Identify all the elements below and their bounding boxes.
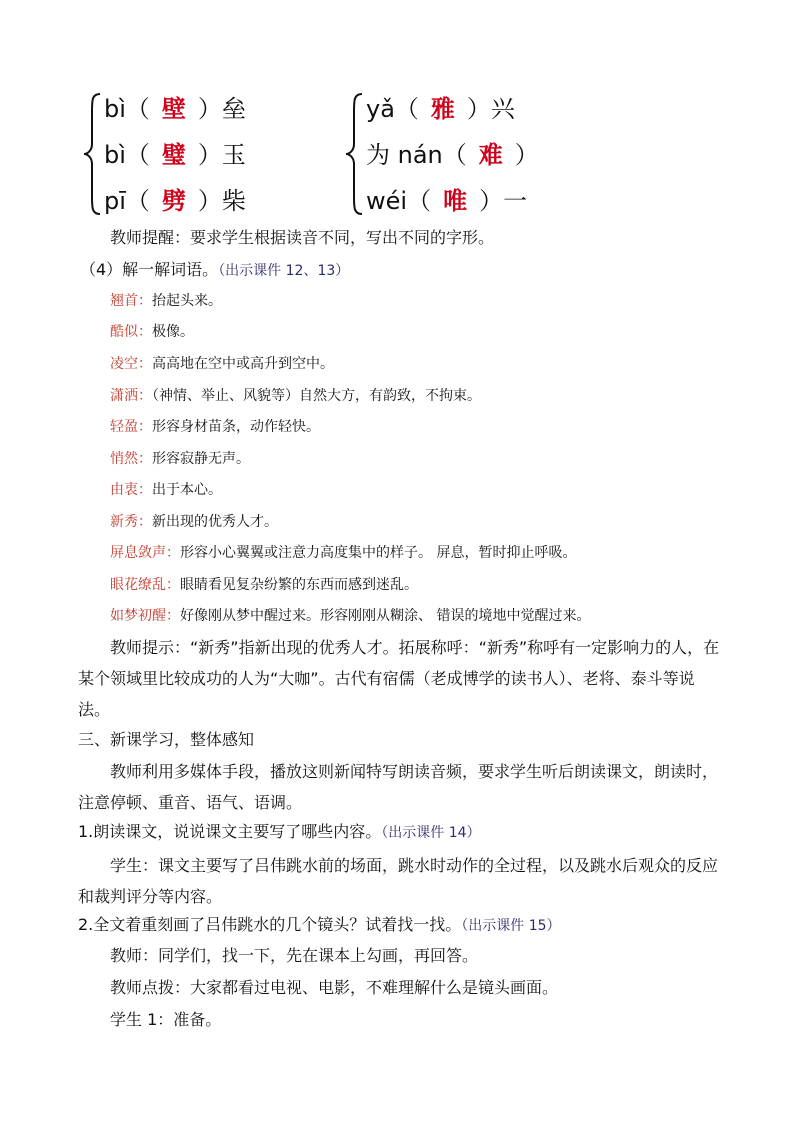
question-1: 1.朗读课文，说说课文主要写了哪些内容。（出示课件 14） <box>78 822 481 841</box>
answer-char: 难 <box>478 140 503 169</box>
pinyin-row-right-1: yǎ （ 雅 ） 兴 <box>366 94 515 123</box>
vocab-item: 由衷：出于本心。 <box>110 482 222 498</box>
left-brace-icon <box>82 92 102 216</box>
vocab-item: 新秀：新出现的优秀人才。 <box>110 514 278 530</box>
answer-char: 雅 <box>430 94 455 123</box>
pinyin-row-left-1: bì （ 壁 ） 垒 <box>104 94 246 123</box>
pinyin-row-left-2: bì （ 璧 ） 玉 <box>104 140 246 169</box>
vocab-item: 潇洒：（神情、举止、风貌等）自然大方，有韵致，不拘束。 <box>110 388 481 404</box>
vocab-item: 如梦初醒：好像刚从梦中醒过来。形容刚刚从糊涂、 错误的境地中觉醒过来。 <box>110 608 591 624</box>
vocab-item: 凌空：高高地在空中或高升到空中。 <box>110 356 334 372</box>
section-4-heading: （4）解一解词语。（出示课件 12、13） <box>80 260 350 279</box>
teacher-tip-paragraph: 教师提示：“新秀”指新出现的优秀人才。拓展称呼：“新秀”称呼有一定影响力的人，在某个领域里比较成功的人为“大咖”。古代有宿儒（老成博学的读书人）、老将、泰斗等说法。 <box>78 638 720 719</box>
pinyin-row-left-3: pī （ 劈 ） 柴 <box>104 186 246 215</box>
pinyin-row-right-2: 为 nán （ 难 ） <box>366 140 539 169</box>
vocab-item: 眼花缭乱：眼睛看见复杂纷繁的东西而感到迷乱。 <box>110 577 418 593</box>
section-3-paragraph: 教师利用多媒体手段，播放这则新闻特写朗读音频，要求学生听后朗读课文，朗读时，注意停顿、重音、语气、语调。 <box>78 762 719 812</box>
vocab-item: 屏息敛声：形容小心翼翼或注意力高度集中的样子。 屏息，暂时抑止呼吸。 <box>110 545 577 561</box>
courseware-ref: （出示课件 12、13） <box>218 263 350 279</box>
vocab-item: 翘首：抬起头来。 <box>110 293 222 309</box>
question-2-teacher: 教师：同学们，找一下，先在课本上勾画，再回答。 <box>110 946 479 965</box>
question-1-answer: 学生：课文主要写了吕伟跳水前的场面，跳水时动作的全过程，以及跳水后观众的反应和裁判评分等内容。 <box>78 856 719 906</box>
section-3-heading: 三、新课学习，整体感知 <box>78 730 255 749</box>
vocab-item: 轻盈：形容身材苗条，动作轻快。 <box>110 419 320 435</box>
student-1-line: 学生 1：准备。 <box>110 1010 222 1029</box>
teacher-reminder: 教师提醒：要求学生根据读音不同，写出不同的字形。 <box>110 228 495 247</box>
answer-char: 壁 <box>161 94 186 123</box>
right-brace-icon <box>344 92 364 216</box>
courseware-ref: （出示课件 14） <box>381 825 481 841</box>
pinyin-row-right-3: wéi （ 唯 ） 一 <box>366 186 528 215</box>
courseware-ref: （出示课件 15） <box>461 918 561 934</box>
vocab-item: 酷似：极像。 <box>110 324 194 340</box>
question-2-tip: 教师点拨：大家都看过电视、电影，不难理解什么是镜头画面。 <box>110 978 559 997</box>
answer-char: 璧 <box>161 140 186 169</box>
question-2: 2.全文着重刻画了吕伟跳水的几个镜头？试着找一找。（出示课件 15） <box>78 915 561 934</box>
vocab-item: 悄然：形容寂静无声。 <box>110 451 250 467</box>
answer-char: 唯 <box>443 186 468 215</box>
answer-char: 劈 <box>161 186 186 215</box>
